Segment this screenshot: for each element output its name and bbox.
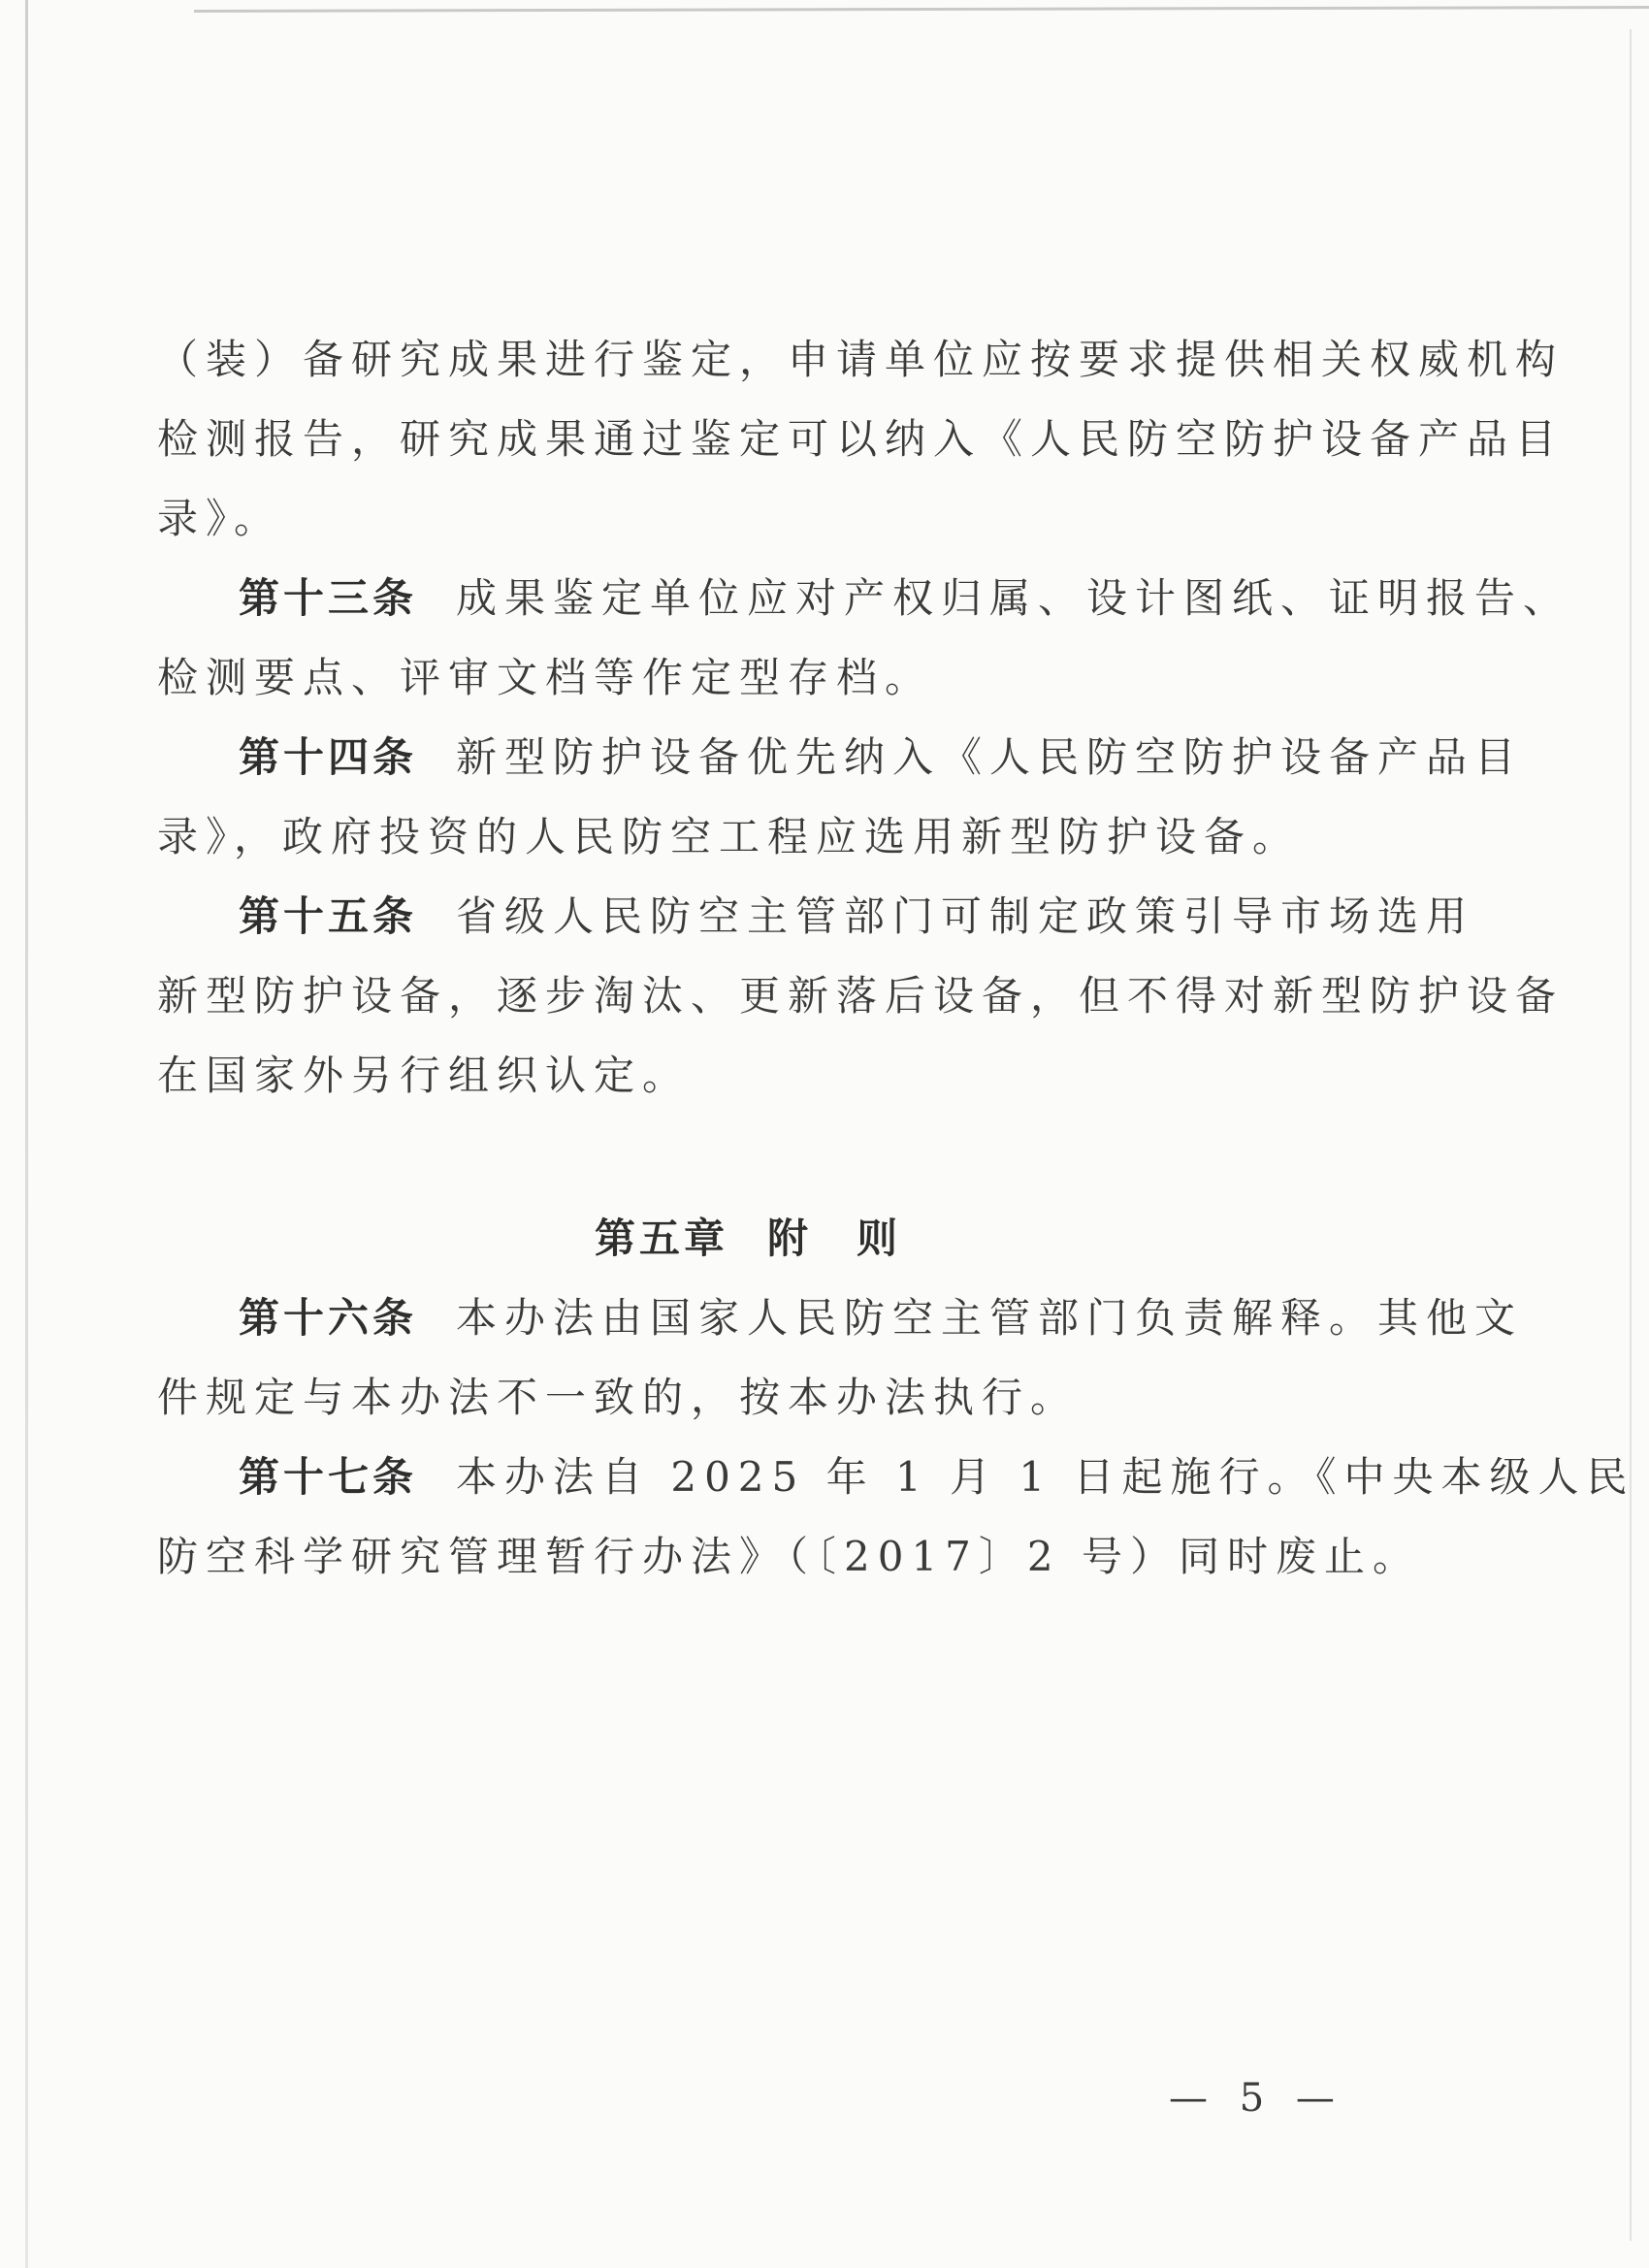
article-17	[157, 1438, 1635, 1597]
document-body	[157, 320, 1635, 1597]
page-number: — 5 —	[1169, 2076, 1344, 2121]
article-first-line	[157, 877, 1475, 956]
text-line: 检测要点、评审文档等作定型存档。	[157, 654, 934, 701]
article-text: 成果鉴定单位应对产权归属、设计图纸、证明报告、	[456, 574, 1572, 622]
article-13	[157, 559, 1572, 718]
article-text: 省级人民防空主管部门可制定政策引导市场选用	[456, 892, 1475, 940]
chapter-heading	[157, 1199, 1339, 1279]
article-text: 新型防护设备优先纳入《人民防空防护设备产品目	[456, 733, 1524, 781]
scan-edge-right	[1630, 29, 1632, 2241]
text-line: 在国家外另行组织认定。	[157, 1052, 692, 1099]
article-label: 第十七条	[239, 1453, 418, 1501]
article-label: 第十五条	[239, 892, 418, 940]
article-text: 本办法自 2025 年 1 月 1 日起施行。《中央本级人民	[456, 1453, 1635, 1501]
article-first-line	[157, 559, 1572, 638]
continued-paragraph	[157, 320, 1565, 559]
article-label: 第十三条	[239, 574, 418, 622]
text-line: （装）备研究成果进行鉴定，申请单位应按要求提供相关权威机构	[157, 336, 1565, 383]
article-14	[157, 718, 1524, 877]
text-line: 新型防护设备，逐步淘汰、更新落后设备，但不得对新型防护设备	[157, 972, 1565, 1020]
article-16	[157, 1279, 1524, 1438]
text-line: 防空科学研究管理暂行办法》（〔2017〕2 号）同时废止。	[157, 1533, 1421, 1580]
text-line: 检测报告，研究成果通过鉴定可以纳入《人民防空防护设备产品目	[157, 415, 1565, 463]
chapter-name: 附 则	[767, 1215, 902, 1262]
article-first-line	[157, 1279, 1524, 1358]
article-label: 第十六条	[239, 1294, 418, 1342]
article-first-line	[157, 718, 1524, 797]
article-15	[157, 877, 1565, 1116]
article-text: 本办法由国家人民防空主管部门负责解释。其他文	[456, 1294, 1524, 1342]
article-first-line	[157, 1438, 1635, 1517]
chapter-number: 第五章	[594, 1215, 728, 1262]
text-line: 录》，政府投资的人民防空工程应选用新型防护设备。	[157, 813, 1302, 860]
scan-edge-top	[194, 6, 1649, 13]
text-line: 录》。	[157, 495, 283, 542]
article-label: 第十四条	[239, 733, 418, 781]
scan-edge-left	[25, 0, 28, 2268]
text-line: 件规定与本办法不一致的，按本办法执行。	[157, 1374, 1080, 1421]
